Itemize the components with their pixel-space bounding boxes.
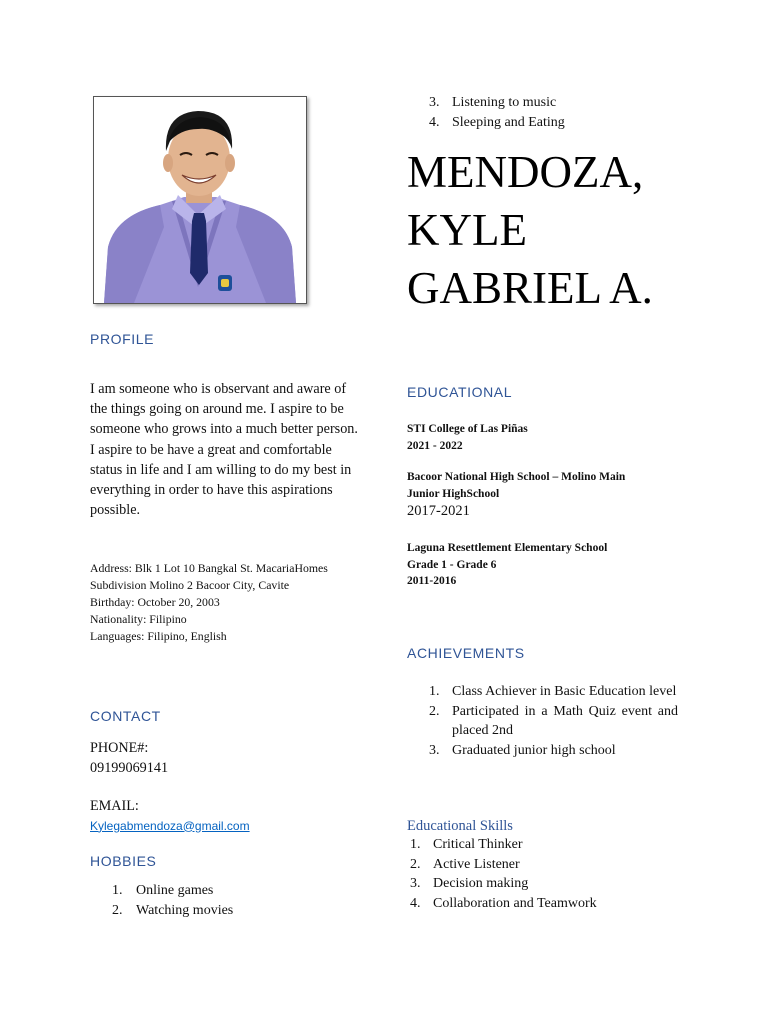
item-text: Participated in a Math Quiz event and placed 2nd <box>452 703 678 739</box>
item-text: Listening to music <box>452 95 557 110</box>
birthday-text: Birthday: October 20, 2003 <box>90 595 220 609</box>
education-heading: EDUCATIONAL <box>407 384 513 400</box>
nationality-text: Nationality: Filipino <box>90 612 187 626</box>
address-text: Address: Blk 1 Lot 10 Bangkal St. MacariaHomes Subdivision Molino 2 Bacoor City, Cavite <box>90 561 328 592</box>
list-item <box>410 855 690 875</box>
full-name <box>407 143 747 317</box>
school-name: STI College of Las Piñas <box>407 423 528 435</box>
item-number: 3. <box>429 742 440 758</box>
student-portrait-image <box>94 97 306 303</box>
school-years: 2021 - 2022 <box>407 439 463 452</box>
list-item <box>429 702 678 741</box>
contact-heading: CONTACT <box>90 708 161 724</box>
item-number: 1. <box>112 883 123 898</box>
item-number: 3. <box>410 876 421 892</box>
school-name: Bacoor National High School – Molino Main <box>407 471 626 483</box>
name-line-1: MENDOZA, <box>407 147 644 197</box>
school-years: 2017-2021 <box>407 503 470 519</box>
item-number: 1. <box>410 837 421 852</box>
profile-summary: I am someone who is observant and aware of the things going on around me. I aspire to be someone who grows into a much better person. I aspire to be have a great and comfortable status in life and I am willing to do my best in everything in order to have this aspirations possible. <box>90 381 358 519</box>
hobbies-list-part1 <box>112 881 362 920</box>
item-text: Collaboration and Teamwork <box>433 895 597 911</box>
achievements-list <box>429 682 678 760</box>
item-number: 4. <box>410 895 421 911</box>
item-number: 3. <box>429 95 440 110</box>
item-text: Class Achiever in Basic Education level <box>452 684 677 699</box>
item-text: Online games <box>136 883 214 898</box>
name-line-2: KYLE <box>407 205 527 255</box>
profile-photo <box>93 96 307 304</box>
education-entry-3 <box>407 540 707 590</box>
languages-text: Languages: Filipino, English <box>90 629 227 643</box>
profile-heading: PROFILE <box>90 331 155 347</box>
hobbies-heading: HOBBIES <box>90 853 157 869</box>
list-item <box>429 113 679 133</box>
list-item <box>429 93 679 113</box>
education-entry-2 <box>407 469 707 520</box>
list-item <box>410 874 690 894</box>
personal-details <box>90 560 365 645</box>
school-level: Junior HighSchool <box>407 487 500 500</box>
item-text: Watching movies <box>136 902 234 918</box>
school-level: Grade 1 - Grade 6 <box>407 558 497 571</box>
item-text: Sleeping and Eating <box>452 114 565 130</box>
item-text: Decision making <box>433 876 529 892</box>
skills-list <box>410 835 690 913</box>
item-text: Graduated junior high school <box>452 742 616 758</box>
name-line-3: GABRIEL A. <box>407 263 653 313</box>
list-item <box>112 901 362 921</box>
item-number: 2. <box>410 856 421 872</box>
skills-heading: Educational Skills <box>407 818 513 834</box>
email-label: EMAIL: <box>90 798 139 815</box>
item-number: 2. <box>112 902 123 918</box>
list-item <box>429 682 678 702</box>
email-link[interactable]: Kylegabmendoza@gmail.com <box>90 818 250 833</box>
school-name: Laguna Resettlement Elementary School <box>407 542 608 554</box>
contact-block <box>90 738 360 836</box>
list-item <box>429 741 678 761</box>
list-item <box>410 835 690 855</box>
hobbies-list-part2 <box>429 93 679 132</box>
item-text: Critical Thinker <box>433 837 523 852</box>
item-number: 2. <box>429 703 440 719</box>
achievements-heading: ACHIEVEMENTS <box>407 645 525 661</box>
item-number: 4. <box>429 114 440 130</box>
education-entry-1 <box>407 421 707 454</box>
phone-number: 09199069141 <box>90 760 169 777</box>
school-years: 2011-2016 <box>407 575 457 587</box>
list-item <box>112 881 362 901</box>
item-text: Active Listener <box>433 856 520 872</box>
list-item <box>410 894 690 914</box>
phone-label: PHONE#: <box>90 740 149 756</box>
item-number: 1. <box>429 684 440 699</box>
